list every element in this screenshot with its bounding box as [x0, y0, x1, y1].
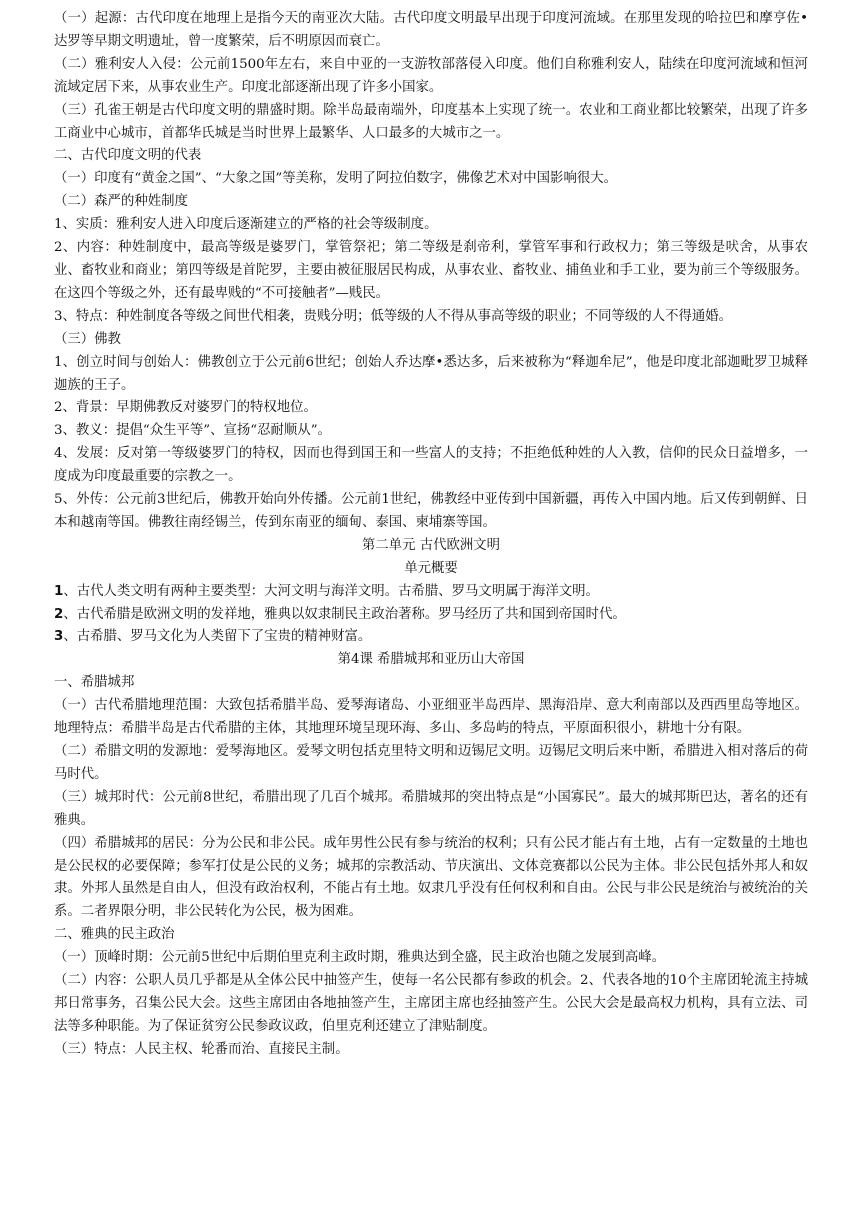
paragraph	[54, 626, 808, 649]
paragraph	[54, 214, 808, 237]
paragraph-text: （三）特点：人民主权、轮番而治、直接民主制。	[54, 1041, 349, 1057]
paragraph-text: 、古代希腊是欧洲文明的发祥地，雅典以奴隶制民主政治著称。罗马经历了共和国到帝国时代。	[63, 606, 626, 622]
paragraph	[54, 604, 808, 627]
paragraph	[54, 695, 808, 741]
paragraph-text: 1、实质：雅利安人进入印度后逐渐建立的严格的社会等级制度。	[54, 217, 438, 233]
paragraph-text: 一、希腊城邦	[54, 675, 135, 691]
paragraph-text: 3、教义：提倡“众生平等”、宣扬“忍耐顺从”。	[54, 423, 331, 439]
paragraph-text: 2、内容：种姓制度中，最高等级是婆罗门，掌管祭祀；第二等级是刹帝利，掌管军事和行政权力；第三等级是吠舍，从事农业、畜牧业和商业；第四等级是首陀罗，主要由被征服居民构成，从事农业、畜牧业、捕鱼业和手工业，要为前三个等级服务。在这四个等级之外，还有最卑贱的“不可接触者”—贱民。	[54, 240, 808, 301]
paragraph-text: （一）印度有“黄金之国”、“大象之国”等美称，发明了阿拉伯数字，佛像艺术对中国影响很大。	[54, 171, 618, 187]
document-body	[54, 8, 808, 1062]
paragraph	[54, 100, 808, 146]
paragraph	[54, 947, 808, 970]
paragraph-text: 5、外传：公元前3世纪后，佛教开始向外传播。公元前1世纪，佛教经中亚传到中国新疆，再传入中国内地。后又传到朝鲜、日本和越南等国。佛教往南经锡兰，传到东南亚的缅甸、泰国、柬埔寨等国。	[54, 492, 808, 530]
paragraph	[54, 1039, 808, 1062]
paragraph-text: （二）雅利安人入侵：公元前1500年左右，来自中亚的一支游牧部落侵入印度。他们自称雅利安人，陆续在印度河流域和恒河流域定居下来，从事农业生产。印度北部逐渐出现了许多小国家。	[54, 56, 808, 95]
paragraph-text: 第4课 希腊城邦和亚历山大帝国	[337, 652, 525, 668]
paragraph-text: （三）孔雀王朝是古代印度文明的鼎盛时期。除半岛最南端外，印度基本上实现了统一。农业和工商业都比较繁荣，出现了许多工商业中心城市，首都华氏城是当时世界上最繁华、人口最多的大城市之一。	[54, 102, 808, 141]
paragraph-text: （二）希腊文明的发源地：爱琴海地区。爱琴文明包括克里特文明和迈锡尼文明。迈锡尼文明后来中断，希腊进入相对落后的荷马时代。	[54, 744, 808, 782]
paragraph	[54, 397, 808, 420]
paragraph	[54, 787, 808, 833]
paragraph	[54, 833, 808, 925]
paragraph-text: （三）佛教	[54, 331, 121, 347]
paragraph	[54, 145, 808, 168]
list-number: 1	[54, 583, 64, 599]
paragraph	[54, 306, 808, 329]
paragraph-text: 4、发展：反对第一等级婆罗门的特权，因而也得到国王和一些富人的支持；不拒绝低种姓的人入教，信仰的民众日益增多，一度成为印度最重要的宗教之一。	[54, 446, 808, 485]
paragraph	[54, 672, 808, 695]
paragraph-text: （三）城邦时代：公元前8世纪，希腊出现了几百个城邦。希腊城邦的突出特点是“小国寡民”。最大的城邦斯巴达，著名的还有雅典。	[54, 789, 808, 828]
paragraph	[54, 443, 808, 489]
paragraph-text: 、古代人类文明有两种主要类型：大河文明与海洋文明。古希腊、罗马文明属于海洋文明。	[63, 583, 599, 599]
paragraph	[54, 352, 808, 398]
paragraph-text: （一）顶峰时期：公元前5世纪中后期伯里克利主政时期，雅典达到全盛，民主政治也随之发展到高峰。	[54, 950, 666, 966]
paragraph-text: （二）内容：公职人员几乎都是从全体公民中抽签产生，使每一名公民都有参政的机会。2、代表各地的10个主席团轮流主持城邦日常事务，召集公民大会。这些主席团由各地抽签产生，主席团主席也经抽签产生。公民大会是最高权力机构，具有立法、司法等多种职能。为了保证贫穷公民参政议政，伯里克利还建立了津贴制度。	[54, 973, 808, 1034]
list-number: 2	[54, 606, 64, 622]
paragraph-text: 3、特点：种姓制度各等级之间世代相袭，贵贱分明；低等级的人不得从事高等级的职业；不同等级的人不得通婚。	[54, 308, 733, 324]
paragraph	[54, 741, 808, 787]
paragraph-text: （四）希腊城邦的居民：分为公民和非公民。成年男性公民有参与统治的权利；只有公民才能占有土地，占有一定数量的土地也是公民权的必要保障；参军打仗是公民的义务；城邦的宗教活动、节庆演出、文体竞赛都以公民为主体。非公民包括外邦人和奴隶。外邦人虽然是自由人，但没有政治权利，不能占有土地。奴隶几乎没有任何权利和自由。公民与非公民是统治与被统治的关系。二者界限分明，非公民转化为公民，极为困难。	[54, 835, 808, 920]
paragraph-text: （一）起源：古代印度在地理上是指今天的南亚次大陆。古代印度文明最早出现于印度河流域。在那里发现的哈拉巴和摩亨佐•达罗等早期文明遗址，曾一度繁荣，后不明原因而衰亡。	[54, 11, 808, 49]
paragraph	[54, 489, 808, 535]
paragraph	[54, 924, 808, 947]
section-heading	[54, 649, 808, 672]
section-heading	[54, 558, 808, 581]
paragraph	[54, 329, 808, 352]
paragraph-text: （二）森严的种姓制度	[54, 194, 188, 210]
paragraph	[54, 581, 808, 604]
paragraph	[54, 420, 808, 443]
list-number: 3	[54, 629, 64, 645]
paragraph-text: 单元概要	[404, 560, 458, 576]
paragraph-text: （一）古代希腊地理范围：大致包括希腊半岛、爱琴海诸岛、小亚细亚半岛西岸、黑海沿岸、意大利南部以及西西里岛等地区。地理特点：希腊半岛是古代希腊的主体，其地理环境呈现环海、多山、多岛屿的特点，平原面积很小，耕地十分有限。	[54, 698, 808, 737]
paragraph	[54, 168, 808, 191]
paragraph-text: 二、古代印度文明的代表	[54, 148, 202, 164]
paragraph	[54, 191, 808, 214]
paragraph-text: 2、背景：早期佛教反对婆罗门的特权地位。	[54, 400, 317, 416]
paragraph	[54, 54, 808, 100]
paragraph-text: 1、创立时间与创始人：佛教创立于公元前6世纪；创始人乔达摩•悉达多，后来被称为“释迦牟尼”，他是印度北部迦毗罗卫城释迦族的王子。	[54, 354, 808, 393]
paragraph	[54, 237, 808, 306]
section-heading	[54, 535, 808, 558]
paragraph	[54, 970, 808, 1039]
paragraph-text: 二、雅典的民主政治	[54, 927, 175, 943]
paragraph-text: 、古希腊、罗马文化为人类留下了宝贵的精神财富。	[63, 629, 372, 645]
paragraph	[54, 8, 808, 54]
paragraph-text: 第二单元 古代欧洲文明	[361, 537, 501, 553]
